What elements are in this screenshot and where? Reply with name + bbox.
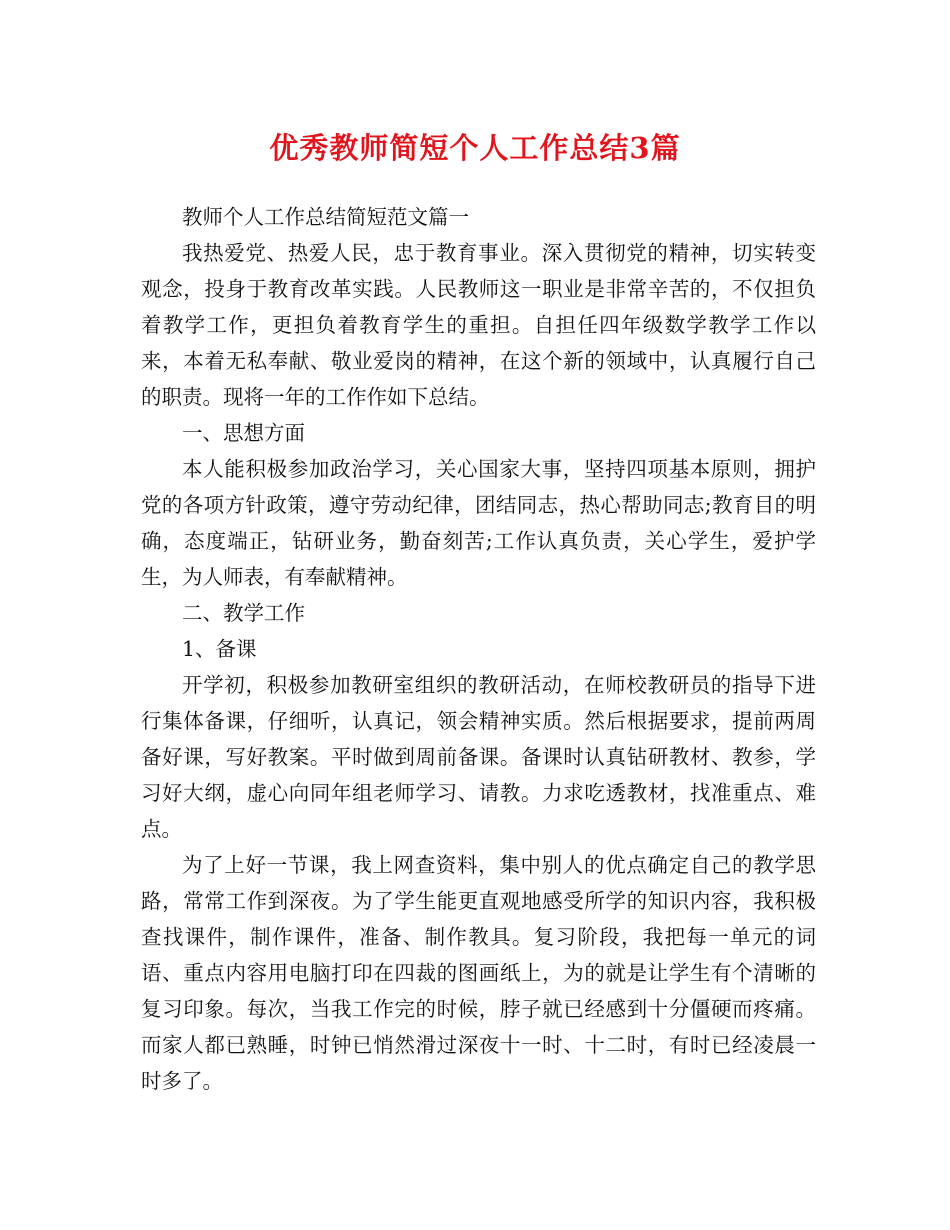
document-body — [141, 199, 816, 1099]
section-heading-article-one: 教师个人工作总结简短范文篇一 — [182, 205, 469, 229]
paragraph-late-night-work: 为了上好一节课，我上网查资料，集中别人的优点确定自己的教学思路，常常工作到深夜。为了学生能更直观地感受所学的知识内容，我积极查找课件，制作课件，准备、制作教具。复习阶段，我把每一单元的词语、重点内容用电脑打印在四裁的图画纸上，为的就是让学生有个清晰的复习印象。每次，当我工作完的时候，脖子就已经感到十分僵硬而疼痛。而家人都已熟睡，时钟已悄然滑过深夜十一时、十二时，有时已经凌晨一时多了。 — [141, 853, 816, 1093]
section-heading-ideology: 一、思想方面 — [182, 421, 305, 445]
paragraph-introduction: 我热爱党、热爱人民，忠于教育事业。深入贯彻党的精神，切实转变观念，投身于教育改革实践。人民教师这一职业是非常辛苦的，不仅担负着教学工作，更担负着教育学生的重担。自担任四年级数学教学工作以来，本着无私奉献、敬业爱岗的精神，在这个新的领域中，认真履行自己的职责。现将一年的工作作如下总结。 — [141, 241, 816, 409]
paragraph-lesson-prep: 开学初，积极参加教研室组织的教研活动，在师校教研员的指导下进行集体备课，仔细听，认真记，领会精神实质。然后根据要求，提前两周备好课，写好教案。平时做到周前备课。备课时认真钻研教材、教参，学习好大纲，虚心向同年组老师学习、请教。力求吃透教材，找准重点、难点。 — [141, 673, 816, 841]
document-title: 优秀教师简短个人工作总结3篇 — [269, 131, 681, 165]
paragraph-ideology: 本人能积极参加政治学习，关心国家大事，坚持四项基本原则，拥护党的各项方针政策，遵守劳动纪律，团结同志，热心帮助同志;教育目的明确，态度端正，钻研业务，勤奋刻苦;工作认真负责，关心学生，爱护学生，为人师表，有奉献精神。 — [141, 457, 816, 589]
subsection-heading-lesson-prep: 1、备课 — [182, 637, 257, 661]
section-heading-teaching: 二、教学工作 — [182, 601, 305, 625]
